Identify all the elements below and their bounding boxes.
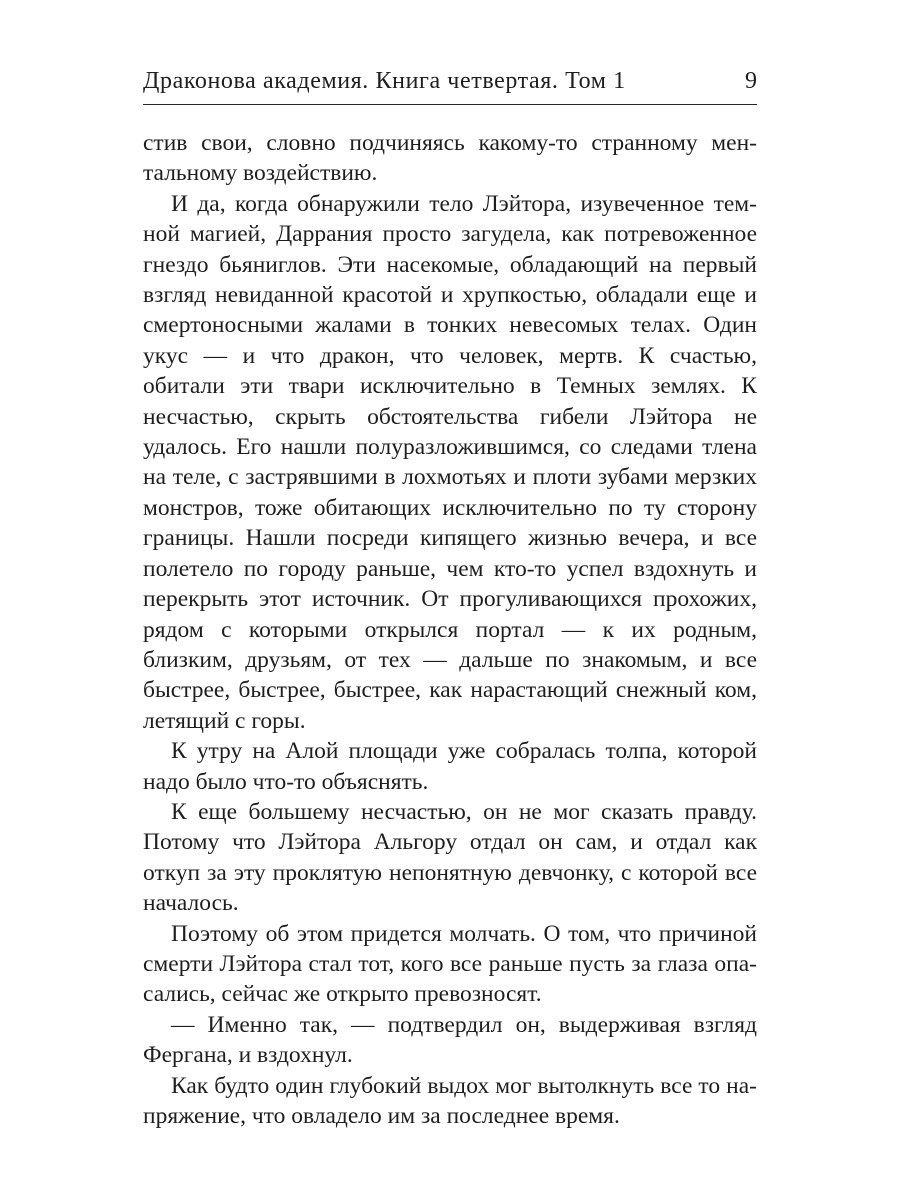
paragraph: К утру на Алой площади уже собралась толпа, которой надо было что-то объяснять.: [143, 738, 757, 795]
paragraph: К еще большему несчастью, он не мог сказать правду. Потому что Лэйтора Альгору отдал он сам, и отдал как откуп за эту проклятую непонятную девчонку, с которой все началось.: [143, 798, 757, 917]
paragraph-continued: стив свои, словно подчиняясь какому-то странному ментальному воздействию.: [143, 130, 757, 187]
paragraph: И да, когда обнаружили тело Лэйтора, изувеченное темной магией, Даррания просто загудела, как потревоженное гнездо бьяниглов. Эти насекомые, обладающий на первый взгляд невиданной красотой и хрупкостью, обладали еще и смертоносными жалами в тонких невесомых телах. Один укус — и что дракон, что человек, мертв. К счастью, обитали эти твари исключительно в Темных землях. К несчастью, скрыть обстоятельства гибели Лэйтора не удалось. Его нашли полуразложившимся, со следами тлена на теле, с застрявшими в лохмотьях и плоти зубами мерзких монстров, тоже обитающих исключительно по ту сторону границы. Нашли посреди кипящего жизнью вечера, и все полетело по городу раньше, чем кто-то успел вздохнуть и перекрыть этот источник. От прогуливающихся прохожих, рядом с которыми открылся портал — к их родным, близким, друзьям, от тех — дальше по знакомым, и все быстрее, быстрее, быстрее, как нарастающий снежный ком, летящий с горы.: [143, 190, 757, 734]
page-body: [143, 128, 757, 1131]
dialogue-paragraph: — Именно так, — подтвердил он, выдерживая взгляд Фергана, и вздохнул.: [143, 1011, 757, 1069]
paragraph: Поэтому об этом придется молчать. О том, что причиной смерти Лэйтора стал тот, кого все раньше пусть за глаза опасались, сейчас же открыто превозносят.: [143, 920, 757, 1008]
running-title: Драконова академия. Книга четвертая. Том 1: [143, 68, 626, 94]
running-header: [143, 68, 757, 105]
page-number: 9: [745, 68, 757, 94]
paragraph: Как будто один глубокий выдох мог вытолкнуть все то напряжение, что овладело им за последнее время.: [143, 1072, 757, 1129]
